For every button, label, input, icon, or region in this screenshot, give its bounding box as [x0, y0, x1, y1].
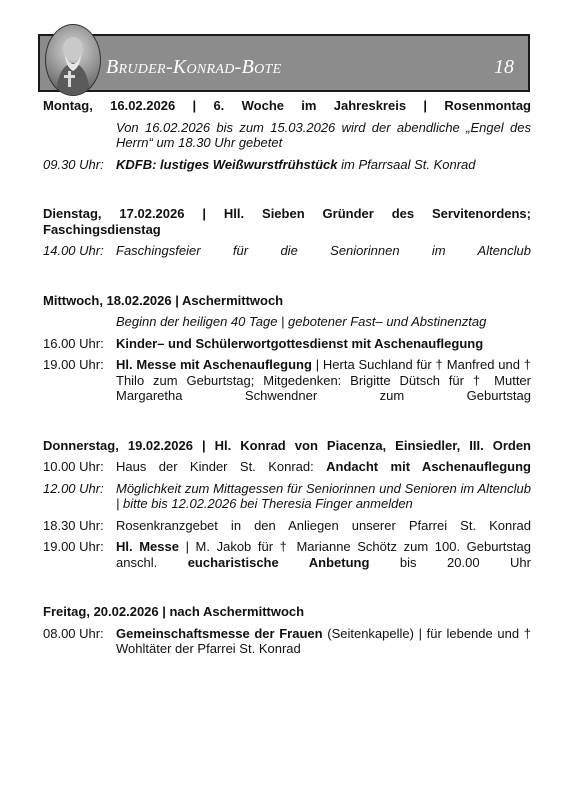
- entry-description: Haus der Kinder St. Konrad: Andacht mit Aschenauflegung: [116, 459, 531, 474]
- schedule-entry: [43, 243, 531, 259]
- day-wednesday: [43, 293, 531, 404]
- day-friday: [43, 604, 531, 657]
- entry-description: Möglichkeit zum Mittagessen für Seniorinnen und Senioren im Altenclub | bitte bis 12.02.2026 bei Theresia Finger anmelden: [116, 480, 531, 511]
- day-heading: Montag, 16.02.2026 | 6. Woche im Jahreskreis | Rosenmontag: [43, 98, 531, 113]
- entry-time: 10.00 Uhr:: [43, 459, 104, 474]
- entry-time: 19.00 Uhr:: [43, 539, 104, 554]
- entry-description: Hl. Messe | M. Jakob für † Marianne Schötz zum 100. Geburtstag anschl. eucharistische Anbetung bis 20.00 Uhr: [116, 539, 531, 570]
- day-heading: Donnerstag, 19.02.2026 | Hl. Konrad von Piacenza, Einsiedler, III. Orden: [43, 437, 531, 453]
- entry-time: 19.00 Uhr:: [43, 357, 104, 372]
- entry-description: Hl. Messe mit Aschenauflegung | Herta Suchland für † Manfred und † Thilo zum Geburtstag; Mitgedenken: Brigitte Dütsch für † Mutter Margaretha Schwendner zum Geburtstag: [116, 357, 531, 403]
- day-tuesday: [43, 206, 531, 259]
- page-header: [38, 34, 530, 92]
- entry-description: Kinder– und Schülerwortgottesdienst mit Aschenauflegung: [116, 335, 484, 351]
- schedule-entry: [43, 481, 531, 512]
- schedule-entry: [43, 336, 531, 352]
- day-monday: [43, 98, 531, 172]
- day-heading-continued: Faschingsdienstag: [43, 221, 161, 237]
- note-row: [43, 120, 531, 151]
- entry-time: 08.00 Uhr:: [43, 625, 104, 641]
- note-text: Beginn der heiligen 40 Tage | gebotener Fast– und Abstinenztag: [116, 314, 487, 329]
- entry-time: 14.00 Uhr:: [43, 243, 104, 258]
- page-number: 18: [494, 56, 514, 78]
- entry-description: Gemeinschaftsmesse der Frauen (Seitenkapelle) | für lebende und † Wohltäter der Pfarrei St. Konrad: [116, 625, 531, 656]
- entry-time: 09.30 Uhr:: [43, 156, 104, 172]
- entry-time: 12.00 Uhr:: [43, 480, 104, 496]
- entry-description: Rosenkranzgebet in den Anliegen unserer Pfarrei St. Konrad: [116, 517, 531, 533]
- entry-description: KDFB: lustiges Weißwurstfrühstück im Pfarrsaal St. Konrad: [116, 156, 476, 172]
- day-thursday: [43, 438, 531, 571]
- schedule-entry: [43, 459, 531, 475]
- day-heading: Dienstag, 17.02.2026 | Hll. Sieben Gründer des Servitenordens;: [43, 206, 531, 221]
- schedule: [43, 98, 531, 691]
- day-heading: Freitag, 20.02.2026 | nach Aschermittwoch: [43, 604, 305, 619]
- schedule-entry: [43, 357, 531, 404]
- newsletter-title: Bruder-Konrad-Bote: [106, 56, 282, 78]
- entry-description: Faschingsfeier für die Seniorinnen im Altenclub: [116, 243, 531, 258]
- entry-time: 16.00 Uhr:: [43, 335, 104, 351]
- schedule-entry: [43, 539, 531, 570]
- entry-time: 18.30 Uhr:: [43, 517, 104, 533]
- saint-portrait-image: [45, 24, 101, 96]
- day-heading: Mittwoch, 18.02.2026 | Aschermittwoch: [43, 292, 284, 308]
- schedule-entry: [43, 626, 531, 657]
- schedule-entry: [43, 157, 531, 173]
- schedule-entry: [43, 518, 531, 534]
- note-text: Von 16.02.2026 bis zum 15.03.2026 wird der abendliche „Engel des Herrn“ um 18.30 Uhr gebetet: [116, 119, 531, 150]
- note-row: [43, 314, 531, 330]
